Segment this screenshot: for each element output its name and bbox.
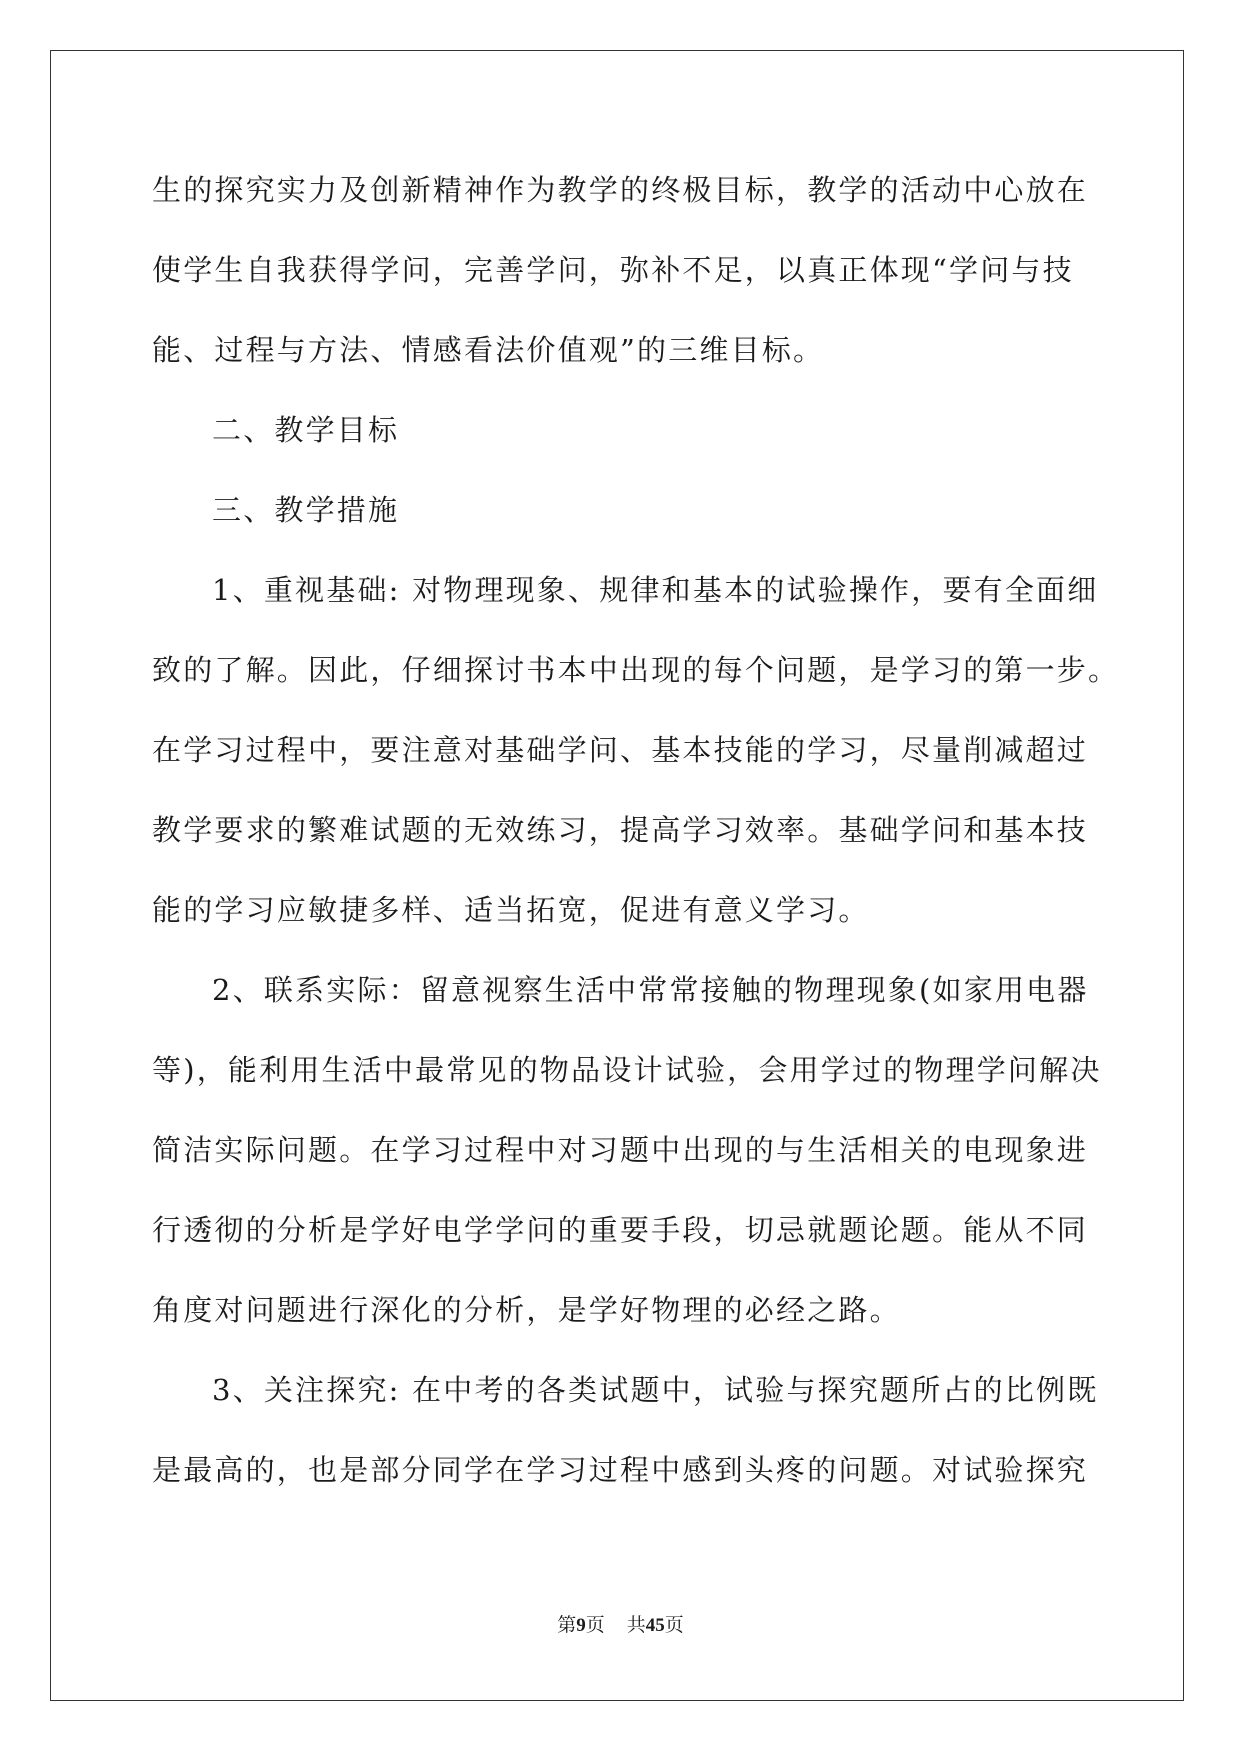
document-body — [152, 160, 1120, 1520]
section-heading: 二、教学目标 — [212, 413, 400, 447]
paragraph-line: 是最高的，也是部分同学在学习过程中感到头疼的问题。对试验探究 — [152, 1453, 1089, 1487]
paragraph-line: 等)，能利用生活中最常见的物品设计试验，会用学过的物理学问解决 — [152, 1053, 1102, 1087]
paragraph-line: 角度对问题进行深化的分析，是学好物理的必经之路。 — [152, 1293, 901, 1327]
paragraph-line: 在学习过程中，要注意对基础学问、基本技能的学习，尽量削减超过 — [152, 733, 1089, 767]
page-suffix: 页 — [585, 1615, 605, 1636]
page-number: 9 — [576, 1615, 586, 1636]
page-footer — [0, 1610, 1241, 1637]
paragraph-line: 能、过程与方法、情感看法价值观”的三维目标。 — [152, 333, 825, 367]
total-pages: 45 — [645, 1615, 665, 1636]
section-heading: 三、教学措施 — [212, 493, 400, 527]
paragraph-line: 行透彻的分析是学好电学学问的重要手段，切忌就题论题。能从不同 — [152, 1213, 1089, 1247]
paragraph-line: 生的探究实力及创新精神作为教学的终极目标，教学的活动中心放在 — [152, 173, 1089, 207]
paragraph-line: 1、重视基础: 对物理现象、规律和基本的试验操作，要有全面细 — [212, 573, 1099, 607]
paragraph-line: 简洁实际问题。在学习过程中对习题中出现的与生活相关的电现象进 — [152, 1133, 1089, 1167]
paragraph-line: 能的学习应敏捷多样、适当拓宽，促进有意义学习。 — [152, 893, 870, 927]
paragraph-line: 教学要求的繁难试题的无效练习，提高学习效率。基础学问和基本技 — [152, 813, 1089, 847]
total-suffix: 页 — [664, 1615, 684, 1636]
paragraph-line: 2、联系实际：留意视察生活中常常接触的物理现象(如家用电器 — [212, 973, 1089, 1007]
page-prefix: 第 — [557, 1615, 577, 1636]
paragraph-line: 致的了解。因此，仔细探讨书本中出现的每个问题，是学习的第一步。 — [152, 653, 1120, 687]
paragraph-line: 3、关注探究: 在中考的各类试题中，试验与探究题所占的比例既 — [212, 1373, 1099, 1407]
total-prefix: 共 — [626, 1615, 646, 1636]
paragraph-line: 使学生自我获得学问，完善学问，弥补不足，以真正体现“学问与技 — [152, 253, 1074, 287]
